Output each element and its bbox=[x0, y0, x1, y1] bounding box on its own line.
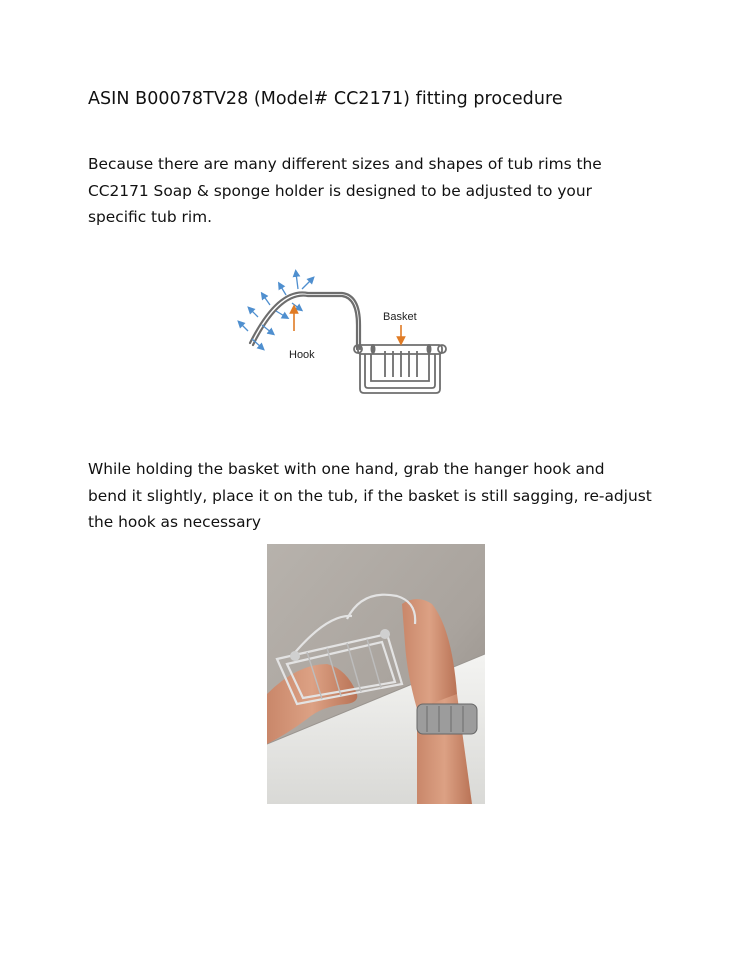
intro-line: specific tub rim. bbox=[88, 208, 212, 226]
instructions-paragraph bbox=[88, 456, 652, 536]
instruction-line: bend it slightly, place it on the tub, if the basket is still sagging, re-adjust bbox=[88, 486, 652, 505]
fitting-photo bbox=[267, 544, 485, 804]
intro-line: Because there are many different sizes and shapes of tub rims the bbox=[88, 155, 602, 173]
hook-label: Hook bbox=[289, 349, 315, 361]
basket-label: Basket bbox=[383, 311, 417, 323]
basket-shape bbox=[354, 345, 446, 393]
page-title: ASIN B00078TV28 (Model# CC2171) fitting procedure bbox=[88, 89, 563, 109]
hook-diagram bbox=[230, 265, 460, 405]
intro-line: CC2171 Soap & sponge holder is designed to be adjusted to your bbox=[88, 181, 592, 200]
instruction-line: the hook as necessary bbox=[88, 513, 261, 531]
intro-paragraph bbox=[88, 151, 602, 231]
instruction-line: While holding the basket with one hand, grab the hanger hook and bbox=[88, 460, 605, 478]
